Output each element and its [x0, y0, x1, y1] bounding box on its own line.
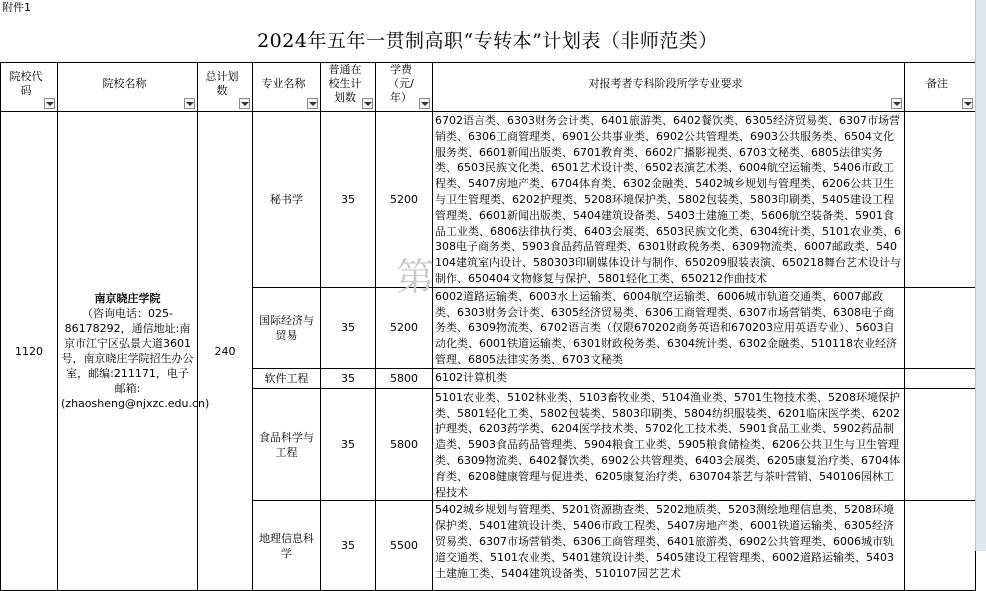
tuition-cell: 5200 — [376, 287, 433, 368]
filter-dropdown-icon[interactable] — [419, 98, 430, 109]
filter-dropdown-icon[interactable] — [307, 98, 318, 109]
plan-table — [0, 62, 976, 591]
requirements-cell: 6002道路运输类、6003水上运输类、6004航空运输类、6006城市轨道交通类、6007邮政类、6303财务会计类、6305经济贸易类、6306工商管理类、6307市场营销类、6308电子商务类、6309物流类、6702语言类（仅限670202商务英语和670203应用英语专业）、5603自动化类、6001铁道运输类、6301财政税务类、6304统计类、6302金融类、510118农业经济管理、6805法律实务类、6703文秘类 — [433, 287, 905, 368]
page-title: 2024年五年一贯制高职“专转本”计划表（非师范类） — [257, 30, 718, 52]
remarks-cell — [905, 388, 976, 501]
header-tuition: 学费（元/年） — [376, 63, 433, 112]
filter-dropdown-icon[interactable] — [962, 98, 973, 109]
filter-dropdown-icon[interactable] — [184, 98, 195, 109]
plan-cell: 35 — [321, 287, 376, 368]
major-cell: 食品科学与工程 — [253, 388, 321, 501]
table-row — [1, 112, 976, 288]
requirements-cell: 6102计算机类 — [433, 368, 905, 388]
major-cell: 秘书学 — [253, 112, 321, 288]
header-row — [1, 63, 976, 112]
header-total-plan: 总计划数 — [198, 63, 253, 112]
header-requirements: 对报考者专科阶段所学专业要求 — [433, 63, 905, 112]
major-cell: 地理信息科学 — [253, 501, 321, 591]
tuition-cell: 5500 — [376, 501, 433, 591]
plan-cell: 35 — [321, 368, 376, 388]
header-school-name: 院校名称 — [58, 63, 198, 112]
remarks-cell — [905, 368, 976, 388]
window-edge — [975, 0, 986, 551]
filter-dropdown-icon[interactable] — [239, 98, 250, 109]
major-cell: 软件工程 — [253, 368, 321, 388]
tuition-cell: 5800 — [376, 388, 433, 501]
school-name: 南京晓庄学院 — [94, 292, 161, 306]
tuition-cell: 5200 — [376, 112, 433, 288]
plan-cell: 35 — [321, 388, 376, 501]
total-plan-cell: 240 — [198, 112, 253, 591]
requirements-cell: 6702语言类、6303财务会计类、6401旅游类、6402餐饮类、6305经济贸易类、6307市场营销类、6306工商管理类、6901公共事业类、6902公共管理类、6903公共服务类、6504文化服务类、6601新闻出版类、6701教育类、6602广播影视类、6703文秘类、6805法律实务类、6503民族文化类、6501艺术设计类、6502表演艺术类、6004航空运输类、5406市政工程类、5407房地产类、6704体育类、6302金融类、5402城乡规划与管理类、6206公共卫生与卫生管理类、6202护理类、5208环境保护类、5802包装类、5803印刷类、5405建设工程管理类、6601新闻出版类、5404建筑设备类、5403土建施工类、5606航空装备类、5901食品工业类、6806法律执行类、6403会展类、6503民族文化类、6304统计类、5101农业类、6308电子商务类、5903食品药品管理类、6301财政税务类、6309物流类、6007邮政类、540104建筑室内设计、580303印刷媒体设计与制作、650209服装表演、650218舞台艺术设计与制作、650404文物修复与保护、5801轻化工类、650212作曲技术 — [433, 112, 905, 288]
remarks-cell — [905, 501, 976, 591]
major-cell: 国际经济与贸易 — [253, 287, 321, 368]
header-remarks: 备注 — [905, 63, 976, 112]
header-ordinary-plan: 普通在校生计划数 — [321, 63, 376, 112]
watermark-text: 第 — [396, 255, 435, 299]
header-major: 专业名称 — [253, 63, 321, 112]
school-name-cell — [58, 112, 210, 591]
remarks-cell — [905, 287, 976, 368]
header-school-code: 院校代码 — [1, 63, 58, 112]
filter-dropdown-icon[interactable] — [362, 98, 373, 109]
school-code-cell: 1120 — [1, 112, 58, 591]
plan-cell: 35 — [321, 112, 376, 288]
filter-dropdown-icon[interactable] — [44, 98, 55, 109]
tuition-cell: 5800 — [376, 368, 433, 388]
requirements-cell: 5402城乡规划与管理类、5201资源勘查类、5202地质类、5203测绘地理信息类、5208环境保护类、5401建筑设计类、5406市政工程类、5407房地产类、6001铁道运输类、6305经济贸易类、6307市场营销类、6306工商管理类、6401旅游类、6902公共管理类、6006城市轨道交通类、5101农业类、5401建筑设计类、5405建设工程管理类、6002道路运输类、5403土建施工类、5404建筑设备类、510107园艺艺术 — [433, 501, 905, 591]
requirements-cell: 5101农业类、5102林业类、5103畜牧业类、5104渔业类、5701生物技术类、5208环境保护类、5801轻化工类、5802包装类、5803印刷类、5804纺织服装类、6201临床医学类、6202护理类、6203药学类、6204医学技术类、5702化工技术类、5901食品工业类、5902药品制造类、5903食品药品管理类、5904粮食工业类、5905粮食储检类、6206公共卫生与卫生管理类、6309物流类、6402餐饮类、6902公共管理类、6403会展类、6205康复治疗类、6704体育类、6208健康管理与促进类、6205康复治疗类、630704茶艺与茶叶营销、540106园林工程技术 — [433, 388, 905, 501]
remarks-cell — [905, 112, 976, 288]
filter-dropdown-icon[interactable] — [891, 98, 902, 109]
plan-cell: 35 — [321, 501, 376, 591]
school-contact: （咨询电话：025-86178292，通信地址:南京市江宁区弘景大道3601号，南京晓庄学院招生办公室，邮编:211171，电子邮箱:(zhaosheng@njxzc.edu.cn) — [61, 307, 210, 411]
attachment-label: 附件1 — [2, 1, 31, 14]
